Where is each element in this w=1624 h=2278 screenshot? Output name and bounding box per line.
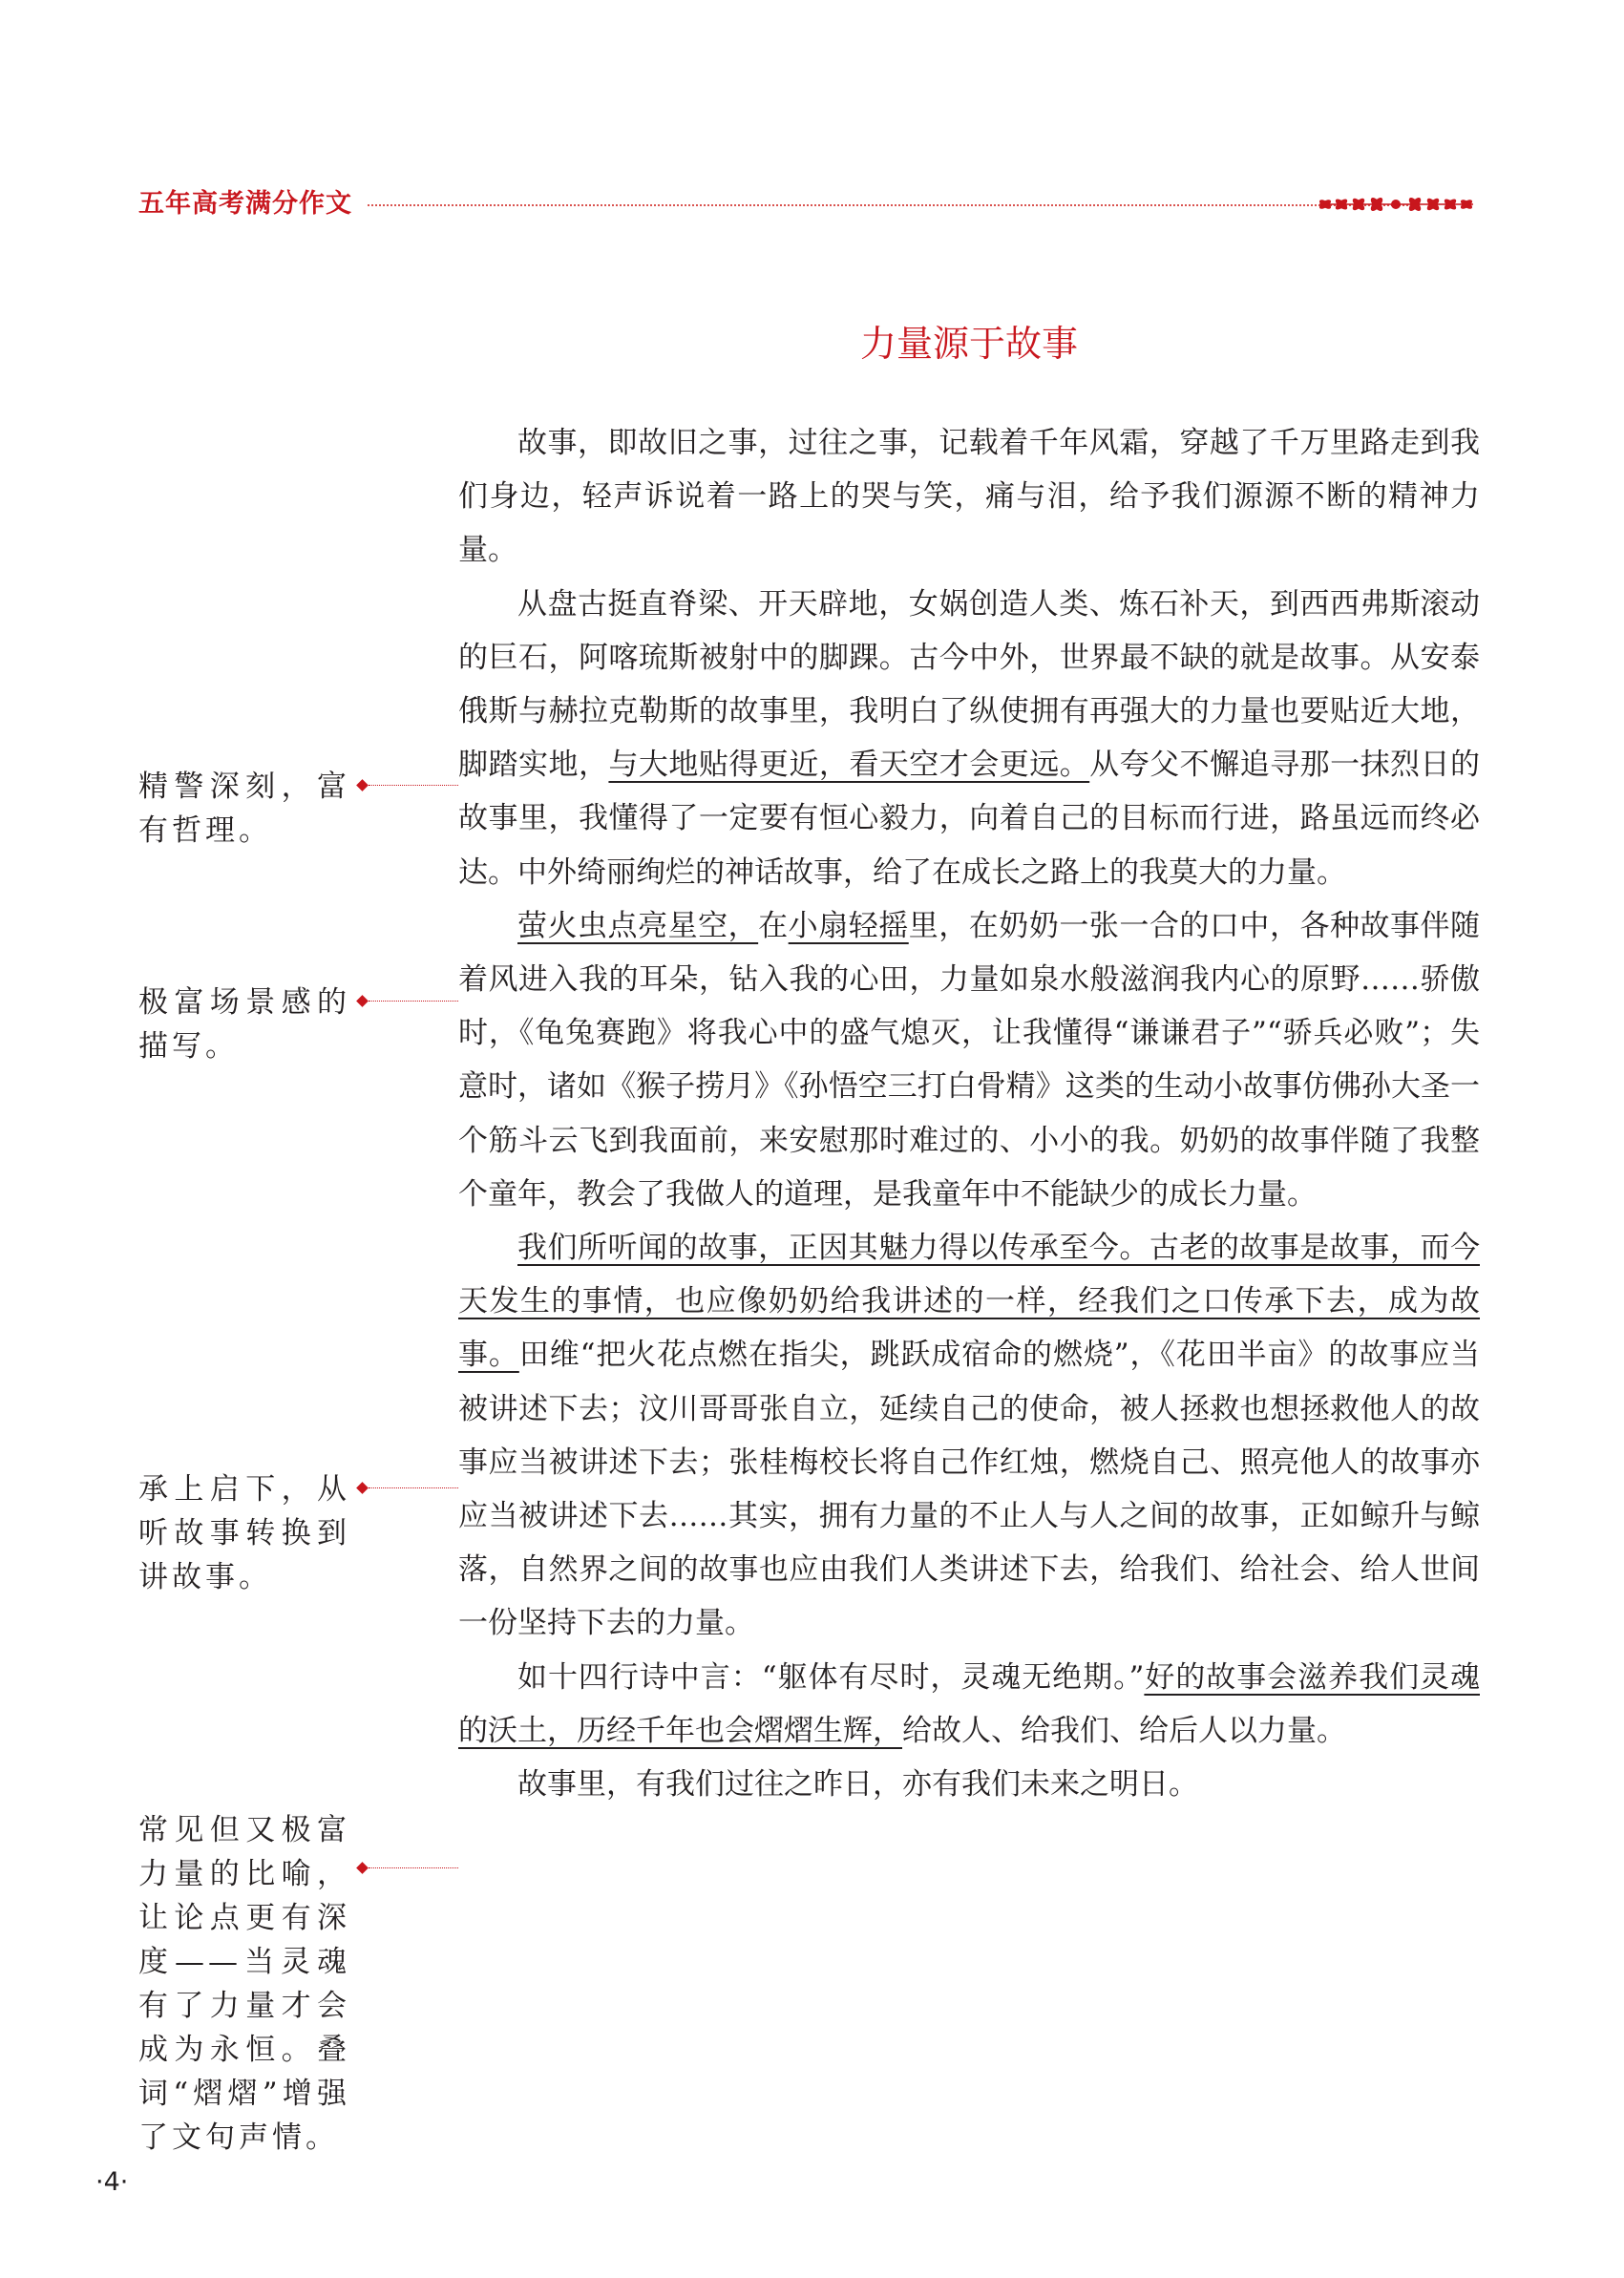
note-marker-diamond-icon <box>356 995 369 1007</box>
margin-note-2: 极富场景感的描写。 <box>138 985 350 1064</box>
header-dotted-rule <box>368 204 1416 206</box>
note-leader-line <box>369 1867 458 1868</box>
paragraph-2-text-b: 从夸父不懈追寻那一抹烈日的故事里，我懂得了一定要有恒心毅力，向着自己的目标而行进，路虽远而终必达。中外绮丽绚烂的神话故事，给了在成长之路上的我莫大的力量。 <box>458 748 1481 890</box>
article-title: 力量源于故事 <box>859 323 1078 365</box>
underlined-phrase-4: 我们所听闻的故事，正因其魅力得以传承至今。古老的故事是故事，而今天发生的事情，也应像奶奶给我讲述的一样，经我们之口传承下去，成为故事。 <box>458 1231 1480 1373</box>
underlined-phrase-2: 萤火虫点亮星空， <box>517 908 759 943</box>
paragraph-1: 故事，即故旧之事，过往之事，记载着千年风霜，穿越了千万里路走到我们身边，轻声诉说着一路上的哭与笑，痛与泪，给予我们源源不断的精神力量。 <box>458 426 1480 568</box>
article-body <box>458 416 1480 1811</box>
paragraph-4 <box>458 1221 1480 1651</box>
leaf-ornament-icon <box>1318 189 1475 220</box>
underlined-phrase-5: 好的故事会滋养我们灵魂的沃土，历经千年也会熠熠生辉， <box>458 1659 1480 1748</box>
paragraph-3 <box>458 899 1480 1221</box>
note-marker-diamond-icon <box>356 779 369 791</box>
paragraph-3-text-b: 里，在奶奶一张一合的口中，各种故事伴随着风进入我的耳朵，钻入我的心田，力量如泉水般滋润我内心的原野……骄傲时，《龟兔赛跑》将我心中的盛气熄灭，让我懂得“谦谦君子”“骄兵必败”；失意时，诸如《猴子捞月》《孙悟空三打白骨精》这类的生动小故事仿佛孙大圣一个筋斗云飞到我面前，来安慰那时难过的、小小的我。奶奶的故事伴随了我整个童年，教会了我做人的道理，是我童年中不能缺少的成长力量。 <box>458 908 1481 1212</box>
book-title: 五年高考满分作文 <box>138 189 352 219</box>
paragraph-2 <box>458 578 1480 899</box>
paragraph-5-text-a: 如十四行诗中言：“躯体有尽时，灵魂无绝期。” <box>517 1659 1145 1695</box>
note-marker-diamond-icon <box>356 1862 369 1874</box>
paragraph-5-text-b: 给故人、给我们、给后人以力量。 <box>902 1713 1346 1748</box>
paragraph-2-text-a: 从盘古挺直脊梁、开天辟地，女娲创造人类、炼石补天，到西西弗斯滚动的巨石，阿喀琉斯被射中的脚踝。古今中外，世界最不缺的就是故事。从安泰俄斯与赫拉克勒斯的故事里，我明白了纵使拥有再强大的力量也要贴近大地，脚踏实地， <box>458 586 1480 783</box>
underlined-phrase-1: 与大地贴得更近，看天空才会更远。 <box>608 748 1090 783</box>
margin-note-3: 承上启下，从听故事转换到讲故事。 <box>138 1472 350 1594</box>
paragraph-6: 故事里，有我们过往之昨日，亦有我们未来之明日。 <box>517 1767 1198 1803</box>
paragraph-5 <box>458 1651 1480 1758</box>
note-leader-line <box>369 785 458 786</box>
margin-note-1: 精警深刻，富有哲理。 <box>138 770 350 848</box>
running-header <box>138 185 1475 223</box>
underlined-phrase-3: 小扇轻摇 <box>788 908 909 943</box>
page-number: ·4· <box>95 2167 129 2197</box>
margin-note-4: 常见但又极富力量的比喻，让论点更有深度——当灵魂有了力量才会成为永恒。叠词“熠熠”增强了文句声情。 <box>138 1813 350 2155</box>
note-marker-diamond-icon <box>356 1482 369 1494</box>
paragraph-4-text-b: 田维“把火花点燃在指尖，跳跃成宿命的燃烧”，《花田半亩》的故事应当被讲述下去；汶川哥哥张自立，延续自己的使命，被人拯救也想拯救他人的故事应当被讲述下去；张桂梅校长将自己作红烛，燃烧自己、照亮他人的故事亦应当被讲述下去……其实，拥有力量的不止人与人之间的故事，正如鲸升与鲸落，自然界之间的故事也应由我们人类讲述下去，给我们、给社会、给人世间一份坚持下去的力量。 <box>458 1338 1480 1641</box>
note-leader-line <box>369 1001 458 1002</box>
note-leader-line <box>369 1487 458 1488</box>
paragraph-3-text-a: 在 <box>758 908 789 943</box>
